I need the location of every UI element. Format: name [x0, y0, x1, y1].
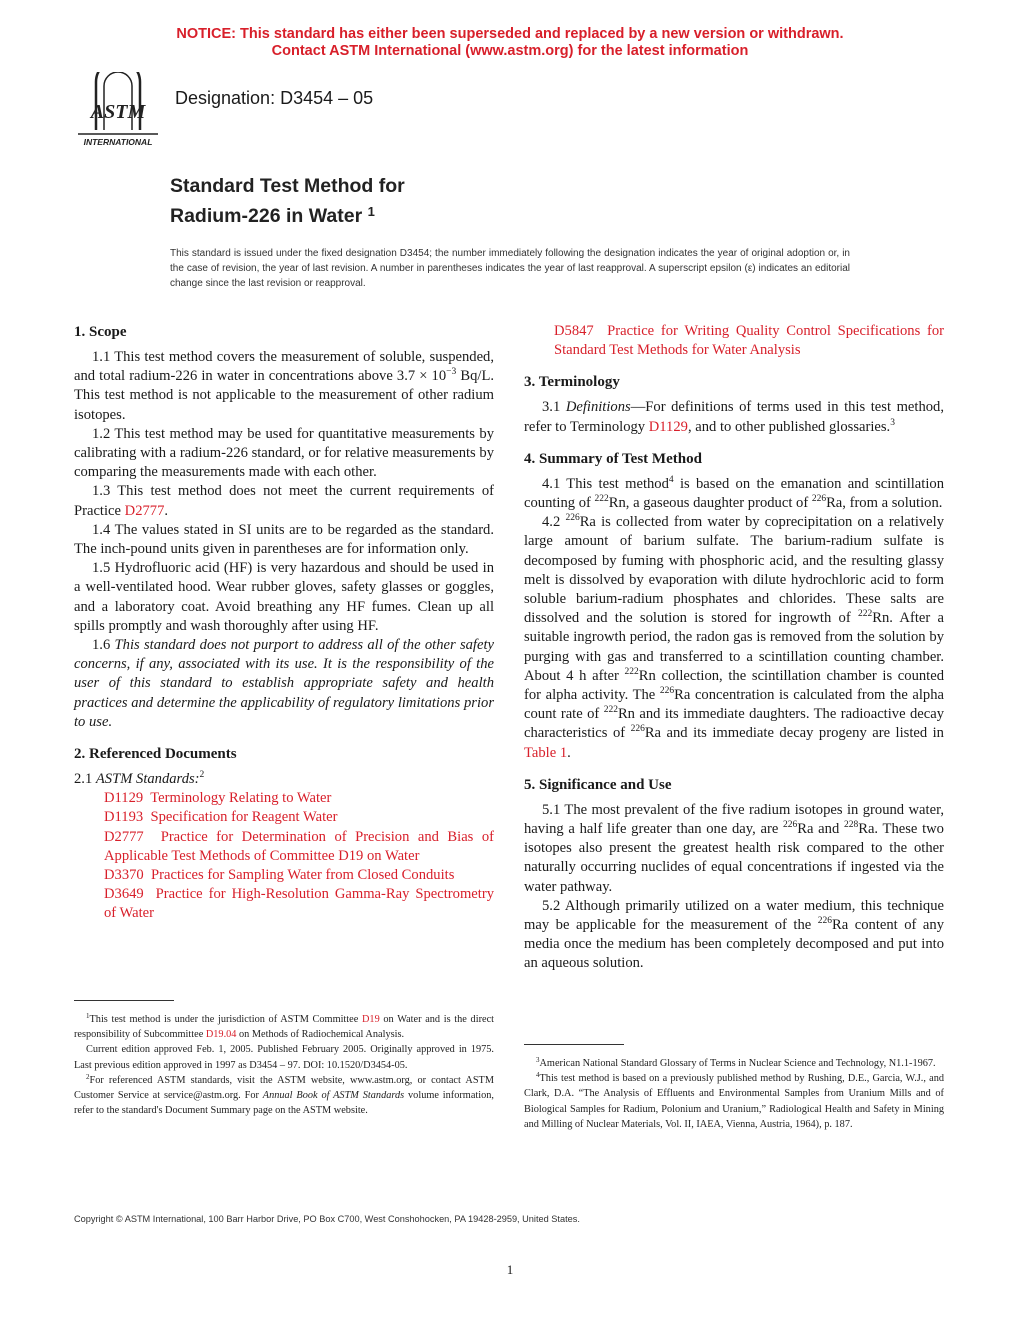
- reference-item[interactable]: D2777 Practice for Determination of Precision and Bias of Applicable Test Methods of Committee D19 on Water: [104, 828, 494, 864]
- page-number: 1: [506, 1262, 514, 1277]
- paragraph-1-4: 1.4 The values stated in SI units are to be regarded as the standard. The inch-pound units given in parentheses are for information only.: [74, 521, 494, 558]
- title-line-1: Standard Test Method for: [170, 175, 405, 197]
- paragraph-1-3: 1.3 This test method does not meet the current requirements of Practice D2777.: [74, 483, 494, 519]
- copyright: Copyright © ASTM International, 100 Barr Harbor Drive, PO Box C700, West Conshohocken, PA 19428-2959, United States.: [74, 1214, 580, 1224]
- withdrawal-notice: [0, 26, 1020, 60]
- footnote-1-edition: Current edition approved Feb. 1, 2005. Published February 2005. Originally approved in 1975. Last previous edition approved in 1997 as D3454 – 97. DOI: 10.1520/D3454-05.: [74, 1044, 494, 1071]
- right-column: [524, 322, 944, 974]
- paragraph-4-1: 4.1 This test method$^4$ is based on the emanation and scintillation counting of $^{222}$Rn, a gaseous daughter product of $^{226}$Ra, from a solution.: [524, 474, 944, 512]
- footnote-4: $^4$This test method is based on a previously published method by Rushing, D.E., Garcia, W.J., and Clark, D.A. “The Analysis of Effluents and Environmental Samples from Uranium Mills and of Biological Samples for Radium, Polonium and Uranium,” Radiological Health and Safety in Mining and Milling of Nuclear Materials, Vol. II, IAEA, Vienna, Austria, 1964), p. 187.: [524, 1071, 944, 1130]
- footnote-1: $^1$This test method is under the jurisdiction of ASTM Committee D19 on Water and is the direct responsibility of Subcommittee D19.04 on Methods of Radiochemical Analysis.: [74, 1012, 494, 1041]
- logo-subtext: INTERNATIONAL: [83, 137, 153, 147]
- link-d1129[interactable]: D1129: [648, 418, 688, 435]
- paragraph-1-5: 1.5 Hydrofluoric acid (HF) is very hazardous and should be used in a well-ventilated hood. Wear rubber gloves, safety glasses or goggles, and a laboratory coat. Avoid breathing any HF fumes. Clean up all spills promptly and wash thoroughly after using HF.: [74, 560, 494, 634]
- document-title: [170, 174, 405, 229]
- section-heading-significance: 5. Significance and Use: [524, 776, 672, 793]
- footnote-rule: [524, 1044, 624, 1045]
- notice-line-1: NOTICE: This standard has either been superseded and replaced by a new version or withdrawn.: [176, 26, 844, 42]
- section-heading-referenced-documents: 2. Referenced Documents: [74, 746, 237, 763]
- paragraph-2-1: 2.1 ASTM Standards:$^2$: [74, 770, 205, 788]
- paragraph-1-6: 1.6 This standard does not purport to address all of the other safety concerns, if any, associated with its use. It is the responsibility of the user of this standard to establish appropriate safety and health practices and determine the applicability of regulatory limitations prior to use.: [74, 637, 494, 730]
- left-column: [74, 322, 494, 924]
- link-d19-04[interactable]: D19.04: [205, 1029, 237, 1041]
- reference-item[interactable]: D1129 Terminology Relating to Water: [104, 790, 332, 807]
- reference-item[interactable]: D1193 Specification for Reagent Water: [104, 809, 338, 826]
- reference-item[interactable]: D3649 Practice for High-Resolution Gamma-Ray Spectrometry of Water: [104, 886, 494, 922]
- link-d2777[interactable]: D2777: [124, 502, 165, 519]
- footnotes-left: [74, 1012, 494, 1118]
- footnotes-right: [524, 1056, 944, 1132]
- logo-text: ASTM: [90, 101, 146, 123]
- notice-line-2: Contact ASTM International (www.astm.org) for the latest information: [271, 43, 749, 59]
- astm-logo: [74, 72, 160, 152]
- footnote-3: $^3$American National Standard Glossary of Terms in Nuclear Science and Technology, N1.1-1967.: [536, 1056, 936, 1069]
- paragraph-1-1: 1.1 This test method covers the measurement of soluble, suspended, and total radium-226 in water in concentrations above $3.7 \times 10^{-3}$ Bq/L. This test method is not applicable to the measurement of other radium isotopes.: [74, 349, 495, 423]
- title-line-2: [170, 199, 405, 229]
- paragraph-5-2: 5.2 Although primarily utilized on a water medium, this technique may be applicable for the measurement of the $^{226}$Ra content of any media once the medium has been completely decomposed and put into an aqueous solution.: [524, 897, 945, 972]
- title-text: Radium-226 in Water: [170, 205, 363, 227]
- reference-item[interactable]: D3370 Practices for Sampling Water from Closed Conduits: [104, 867, 455, 884]
- paragraph-3-1: 3.1 Definitions—For definitions of terms used in this test method, refer to Terminology D1129, and to other published glossaries.$^3$: [524, 399, 944, 435]
- section-heading-summary: 4. Summary of Test Method: [524, 450, 702, 467]
- section-heading-terminology: 3. Terminology: [524, 374, 620, 391]
- link-d19[interactable]: D19: [361, 1014, 380, 1025]
- paragraph-5-1: 5.1 The most prevalent of the five radium isotopes in ground water, having a half life greater than one day, are $^{226}$Ra and $^{228}$Ra. These two isotopes also present the greatest health risk compared to the other naturally occurring nuclides of equal concentrations if ingested via the water pathway.: [524, 801, 944, 895]
- reference-item[interactable]: D5847 Practice for Writing Quality Control Specifications for Standard Test Methods for Water Analysis: [554, 323, 945, 359]
- footnote-rule: [74, 1000, 174, 1001]
- title-footnote-mark[interactable]: 1: [367, 204, 375, 219]
- paragraph-1-2: 1.2 This test method may be used for quantitative measurements by calibrating with a radium-226 standard, or for relative measurements by comparing the measurements made with each other.: [74, 425, 494, 481]
- link-table-1[interactable]: Table 1: [524, 744, 568, 761]
- paragraph-4-2: 4.2 $^{226}$Ra is collected from water by coprecipitation on a relatively large amount of barium sulfate. The barium-radium sulfate is decomposed by fuming with phosphoric acid, and the resulting glassy melt is dissolved by evaporation with dilute hydrochloric acid to form soluble barium-radium phosphates and chlorides. These salts are dissolved and the solution is stored for ingrowth of $^{222}$Rn. After a suitable ingrowth period, the radon gas is removed from the solution by purging with gas and transferred to a scintillation counting chamber. About 4 h after $^{222}$Rn collection, the scintillation chamber is counted for alpha activity. The $^{226}$Ra concentration is calculated from the alpha count rate of $^{222}$Rn and its immediate daughters. The radioactive decay characteristics of $^{226}$Ra and its immediate decay progeny are listed in Table 1.: [524, 513, 945, 761]
- preamble: This standard is issued under the fixed designation D3454; the number immediately following the designation indicates the year of original adoption or, in the case of revision, the year of last revision. A number in parentheses indicates the year of last reapproval. A superscript epsilon (ε) indicates an editorial change since the last revision or reapproval.: [170, 248, 850, 289]
- designation: Designation: D3454 – 05: [175, 88, 374, 108]
- astm-logo-mark: [74, 72, 160, 152]
- section-heading-scope: 1. Scope: [74, 324, 127, 340]
- footnote-2: $^2$For referenced ASTM standards, visit the ASTM website, www.astm.org, or contact ASTM Customer Service at service@astm.org. For Annual Book of ASTM Standards volume information, refer to the standard's Document Summary page on the ASTM website.: [74, 1072, 494, 1117]
